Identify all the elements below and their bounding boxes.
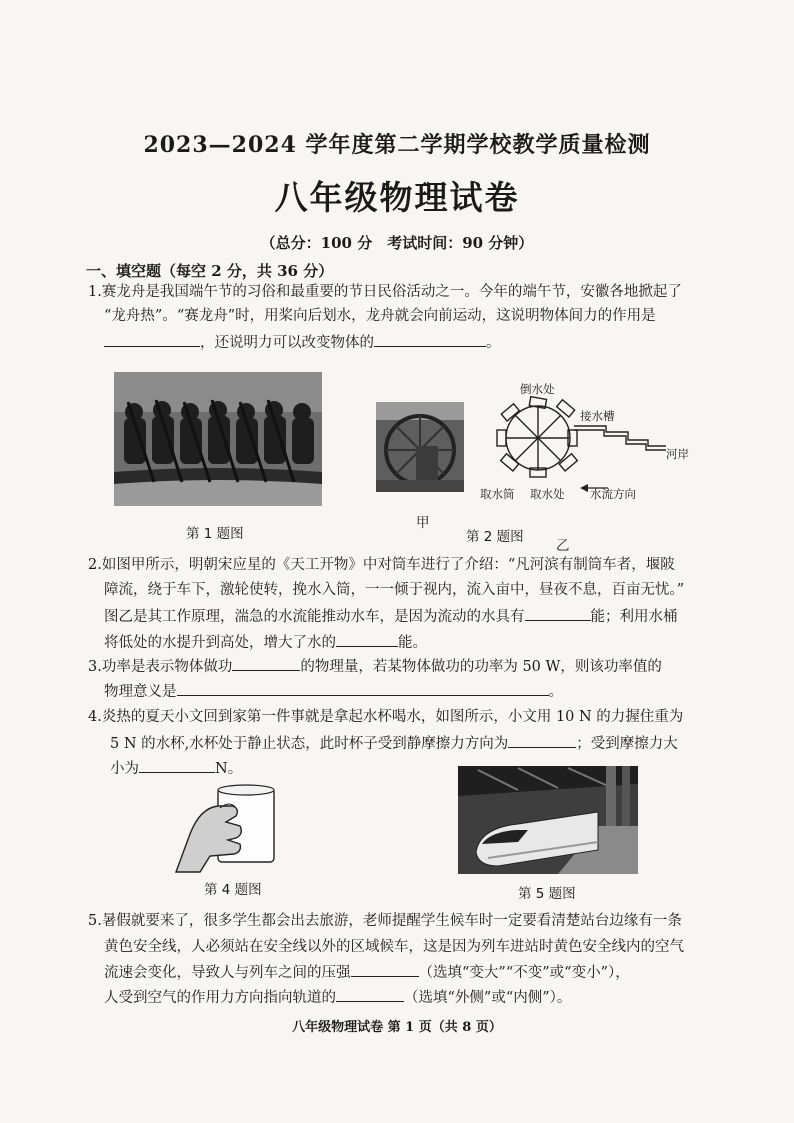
- q4-answer-blank-1[interactable]: [508, 733, 576, 748]
- q2-answer-blank-1[interactable]: [525, 606, 591, 621]
- q5-line4-end: （选填“外侧”或“内侧”）。: [404, 990, 572, 1006]
- q1-answer-blank-1[interactable]: [104, 332, 200, 347]
- q4-line3-end: N。: [215, 761, 243, 777]
- q1-line3: [104, 332, 501, 353]
- q2-line4-text: 将低处的水提升到高处，增大了水的: [104, 635, 336, 651]
- q3-line1-end: 的物理量，若某物体做功的功率为 50 W，则该功率值的: [300, 659, 662, 675]
- q4-line3-text: 小为: [110, 761, 139, 777]
- q3-line1: [88, 656, 662, 677]
- q2-line4: [104, 632, 427, 653]
- q5-line2: 黄色安全线，人必须站在安全线以外的区域候车，这是因为列车进站时黄色安全线内的空气: [104, 939, 684, 955]
- q1-line2: “龙舟热”。“赛龙舟”时，用桨向后划水，龙舟就会向前运动，这说明物体间力的作用是: [104, 308, 656, 324]
- q3-line2: [104, 681, 563, 702]
- train-image: [458, 766, 638, 874]
- q2-answer-blank-2[interactable]: [336, 632, 398, 647]
- q3-answer-blank-1[interactable]: [232, 656, 300, 671]
- flow-arrow-head: [580, 484, 588, 492]
- fig4-caption: 第 4 题图: [204, 882, 262, 898]
- q2-line4-end: 能。: [398, 635, 427, 651]
- fig4-hand-cup-drawing: [170, 782, 282, 876]
- q2-line3-end: 能；利用水桶: [590, 609, 678, 625]
- fig2-jia-waterwheel-photo: [376, 402, 464, 492]
- fig2-label-trough: 接水槽: [580, 409, 615, 423]
- fig2-label-intake: 取水处: [530, 487, 565, 501]
- q3-line2-end: 。: [548, 684, 563, 700]
- q2-line3-text: 图乙是其工作原理，湍急的水流能推动水车，是因为流动的水具有: [104, 609, 525, 625]
- fig1-dragon-boat-photo: [114, 372, 322, 506]
- q3-answer-blank-2[interactable]: [177, 681, 549, 696]
- q4-answer-blank-2[interactable]: [139, 758, 215, 773]
- q4-line2-end: ；受到摩擦力大: [576, 736, 678, 752]
- fig5-train-photo: [458, 766, 638, 874]
- fig2-label-bank: 河岸: [666, 447, 689, 461]
- q3-line1-text: 3.功率是表示物体做功: [88, 659, 233, 675]
- q3-line2-text: 物理意义是: [104, 684, 177, 700]
- q4-line2: [110, 733, 678, 754]
- q5-line1: 5.暑假就要来了，很多学生都会出去旅游，老师提醒学生候车时一定要看清楚站台边缘有一条: [88, 913, 682, 929]
- q5-line4-text: 人受到空气的作用力方向指向轨道的: [104, 990, 336, 1006]
- fig1-caption: 第 1 题图: [186, 526, 244, 542]
- q5-line3: [104, 962, 630, 983]
- q5-answer-blank-2[interactable]: [336, 987, 404, 1002]
- q5-line3-text: 流速会变化，导致人与列车之间的压强: [104, 965, 351, 981]
- q1-line1: 1.赛龙舟是我国端午节的习俗和最重要的节日民俗活动之一。今年的端午节，安徽各地掀起了: [88, 284, 682, 300]
- q4-line1: 4.炎热的夏天小文回到家第一件事就是拿起水杯喝水，如图所示，小文用 10 N 的力握住重为: [88, 709, 684, 725]
- q5-line4: [104, 987, 571, 1008]
- q2-line1: 2.如图甲所示，明朝宋应星的《天工开物》中对筒车进行了介绍：“凡河滨有制筒车者，堰陂: [88, 557, 675, 573]
- q1-line3-text: ，还说明力可以改变物体的: [200, 335, 374, 351]
- q2-line2: 障流，绕于车下，激轮使转，挽水入筒，一一倾于视内，流入亩中，昼夜不息，百亩无忧。”: [104, 582, 685, 598]
- fig2-yi-label: 乙: [556, 538, 570, 554]
- dragon-boat-image: [114, 372, 322, 506]
- q4-line3: [110, 758, 242, 779]
- section-heading-fill-in: 一、填空题（每空 2 分，共 36 分）: [86, 262, 334, 280]
- q1-answer-blank-2[interactable]: [374, 332, 486, 347]
- fig2-label-flow: 水流方向: [590, 487, 636, 501]
- q4-line2-text: 5 N 的水杯,水杯处于静止状态，此时杯子受到静摩擦力方向为: [110, 736, 509, 752]
- fig2-caption: 第 2 题图: [466, 529, 524, 545]
- fig2-jia-label: 甲: [416, 515, 430, 531]
- q5-answer-blank-1[interactable]: [351, 962, 419, 977]
- exam-title: 2023—2024 学年度第二学期学校教学质量检测: [143, 132, 651, 158]
- q2-line3: [104, 606, 678, 627]
- q5-line3-end: （选填“变大”“不变”或“变小”），: [418, 965, 630, 981]
- exam-info: （总分：100 分 考试时间：90 分钟）: [260, 234, 534, 252]
- exam-subject-title: 八年级物理试卷: [274, 178, 520, 217]
- fig2-label-pour: 倒水处: [520, 382, 555, 396]
- waterwheel-image: [376, 402, 464, 492]
- fig2-label-bucket: 取水筒: [480, 487, 515, 501]
- q1-line3-end: 。: [486, 335, 501, 351]
- fig5-caption: 第 5 题图: [518, 886, 576, 902]
- page-footer: 八年级物理试卷 第 1 页（共 8 页）: [292, 1020, 502, 1035]
